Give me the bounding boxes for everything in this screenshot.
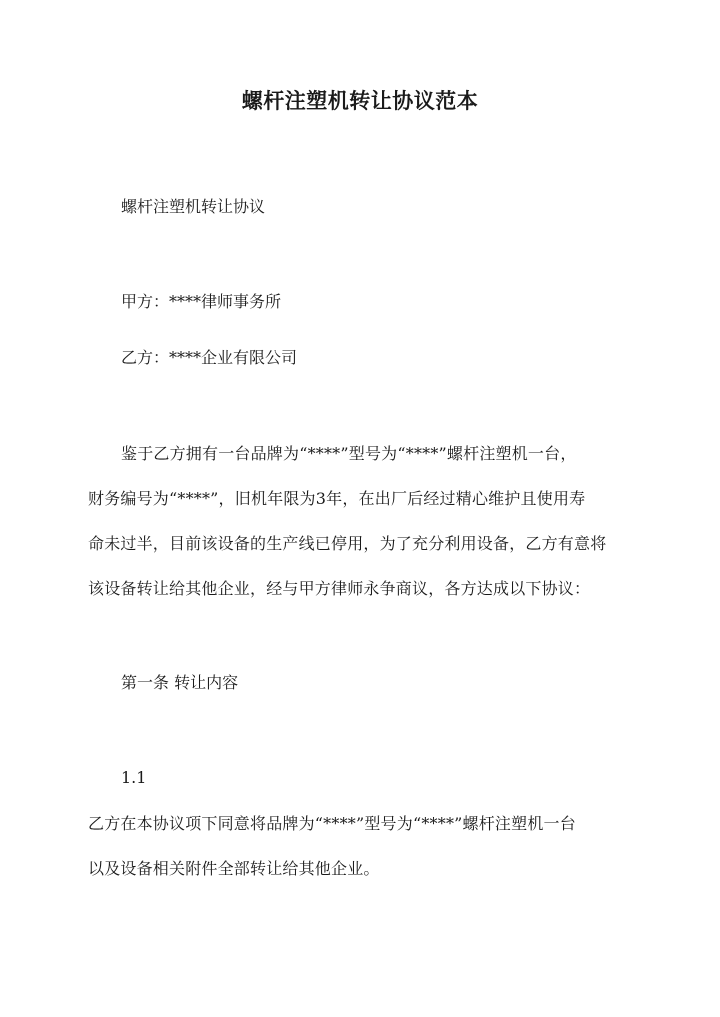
preamble-line: 命未过半，目前该设备的生产线已停用，为了充分利用设备，乙方有意将	[88, 534, 607, 553]
clause-line: 乙方在本协议项下同意将品牌为“****”型号为“****”螺杆注塑机一台	[88, 814, 576, 833]
party-a: 甲方：****律师事务所	[121, 292, 282, 311]
clause-1-1-paragraph	[88, 812, 648, 902]
article-1-heading: 第一条 转让内容	[121, 673, 239, 692]
agreement-subtitle: 螺杆注塑机转让协议	[121, 197, 266, 216]
document-title: 螺杆注塑机转让协议范本	[241, 88, 479, 113]
preamble-line: 财务编号为“****”，旧机年限为3年，在出厂后经过精心维护且使用寿	[88, 489, 586, 508]
preamble-line: 该设备转让给其他企业，经与甲方律师永争商议，各方达成以下协议：	[88, 579, 591, 598]
clause-1-1-number: 1.1	[121, 768, 147, 787]
clause-line: 以及设备相关附件全部转让给其他企业。	[88, 859, 380, 878]
preamble-paragraph	[88, 442, 648, 622]
party-b: 乙方：****企业有限公司	[121, 348, 298, 367]
preamble-line: 鉴于乙方拥有一台品牌为“****”型号为“****”螺杆注塑机一台，	[121, 444, 577, 463]
